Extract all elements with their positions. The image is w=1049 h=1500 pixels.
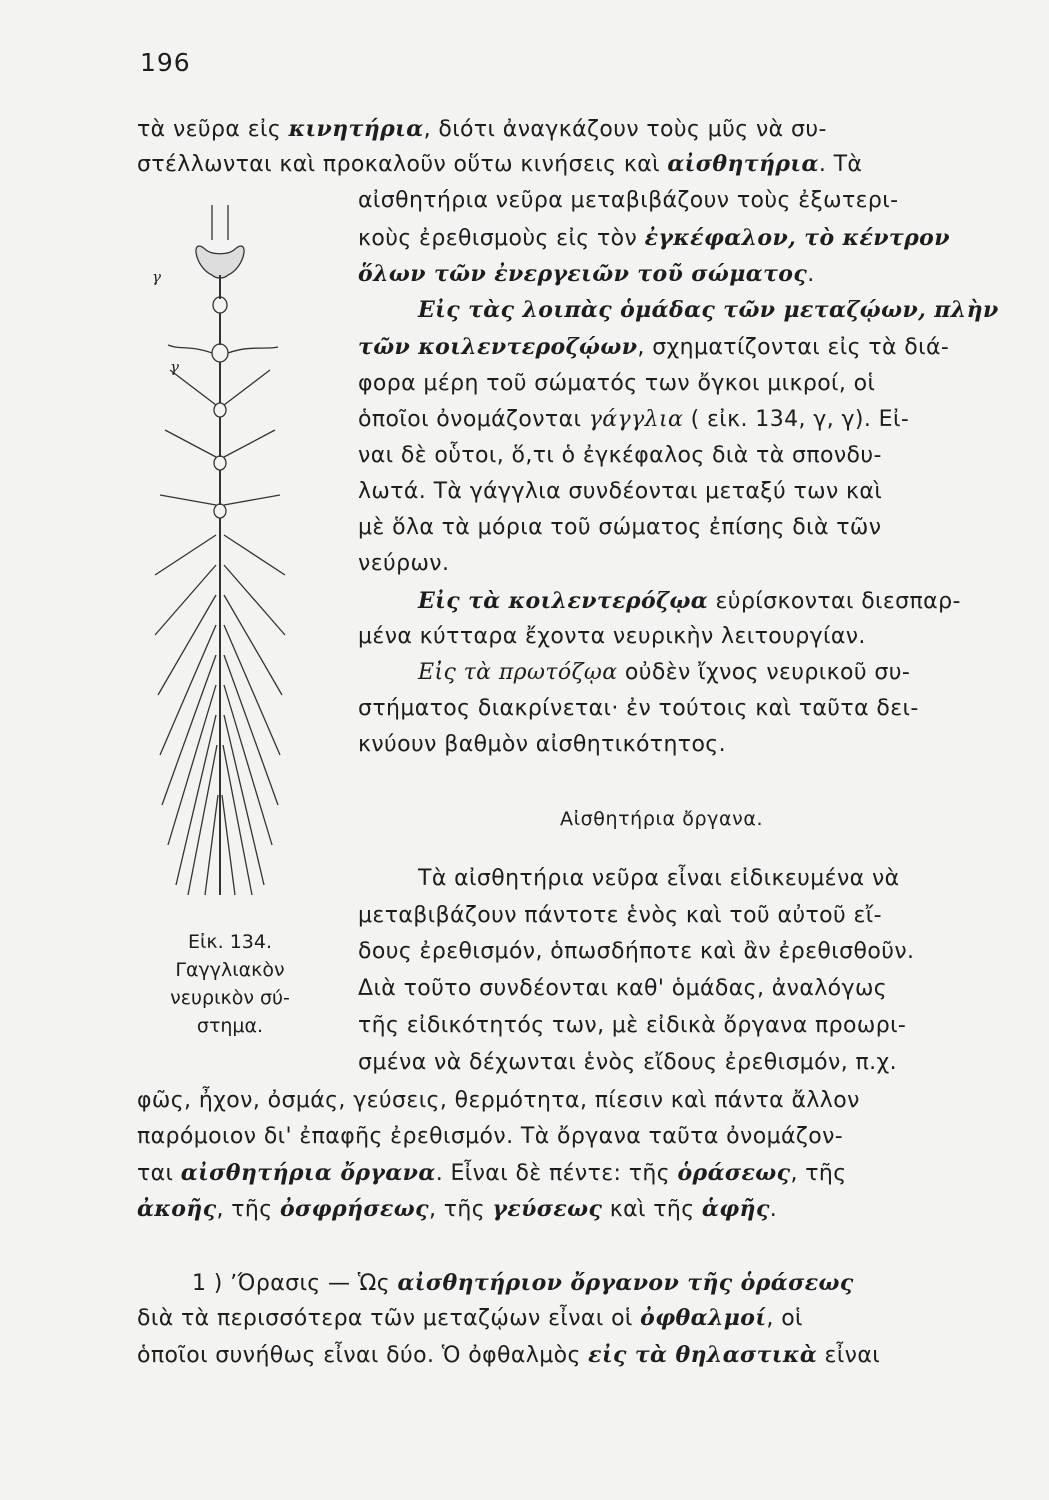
figure-caption <box>145 928 315 1040</box>
text-span: κοὺς ἐρεθισμοὺς εἰς τὸν <box>358 226 645 251</box>
caption-line: Εἰκ. 134. <box>187 931 272 953</box>
text-line-30 <box>137 1303 803 1334</box>
caption-line: στημα. <box>196 1015 264 1037</box>
text-span: διὰ τὰ περισσότερα τῶν μεταζῴων εἶναι οἱ <box>137 1306 641 1331</box>
text-line-20 <box>358 901 882 931</box>
emphasis-span: ὁράσεως <box>677 1160 791 1186</box>
text-span: μένα κύτταρα ἔχοντα νευρικὴν λειτουργίαν. <box>358 624 866 649</box>
text-span: τὰ νεῦρα εἰς <box>137 117 289 142</box>
text-span: δους ἐρεθισμόν, ὁπωσδήποτε καὶ ἂν ἐρεθισθοῦν. <box>358 939 915 964</box>
text-line-11 <box>358 477 882 507</box>
text-line-4 <box>358 223 950 254</box>
text-span: , οἱ <box>766 1306 803 1331</box>
text-span: , τῆς <box>216 1197 280 1222</box>
text-line-16 <box>418 658 910 688</box>
text-line-22 <box>358 974 887 1004</box>
text-line-1 <box>137 114 827 145</box>
text-line-6 <box>418 295 999 326</box>
emphasis-span: Εἰς τὰ κοιλεντερόζῳα <box>418 588 709 614</box>
caption-line: Γαγγλιακὸν <box>175 959 285 981</box>
figure-label-gamma-1: γ <box>152 268 161 286</box>
text-line-9 <box>358 405 909 435</box>
text-span: Τὰ αἰσθητήρια νεῦρα εἶναι εἰδικευμένα νὰ <box>418 866 900 891</box>
text-span: οὐδὲν ἴχνος νευρικοῦ συ- <box>617 660 911 685</box>
text-span: τῆς εἰδικότητός των, μὲ εἰδικὰ ὄργανα προωρι- <box>358 1013 907 1038</box>
figure-label-gamma-2: γ <box>170 358 179 376</box>
emphasis-span: ἁφῆς <box>701 1196 770 1222</box>
text-line-21 <box>358 937 914 967</box>
text-line-15 <box>358 622 866 652</box>
text-line-10 <box>358 441 882 471</box>
text-span: Διὰ τοῦτο συνδέονται καθ' ὁμάδας, ἀναλόγως <box>358 976 888 1001</box>
emphasis-span: αἰσθητήρια ὄργανα <box>180 1160 436 1186</box>
text-span: 1 ) ʼΌρασις — Ὡς <box>192 1271 398 1296</box>
section-heading: Αἰσθητήρια ὄργανα. <box>560 808 764 830</box>
page-number: 196 <box>140 48 191 77</box>
emphasis-span: ὅλων τῶν ἐνεργειῶν τοῦ σώματος <box>358 261 808 287</box>
text-line-2 <box>137 149 862 180</box>
text-span: εὑρίσκονται διεσπαρ- <box>708 589 961 614</box>
text-line-3 <box>358 186 898 216</box>
text-span: , διότι ἀναγκάζουν τοὺς μῦς νὰ συ- <box>423 117 827 142</box>
text-line-12 <box>358 513 881 543</box>
emphasis-span: ἐγκέφαλον, τὸ κέντρον <box>644 225 950 251</box>
text-span: αἰσθητήρια νεῦρα μεταβιβάζουν τοὺς ἐξωτερι- <box>358 188 899 213</box>
text-span: ὁποῖοι ὀνομάζονται <box>358 407 589 432</box>
text-span: . <box>807 262 815 287</box>
emphasis-span: αἰσθητήριον ὄργανον τῆς ὁράσεως <box>397 1270 854 1296</box>
text-span: στήματος διακρίνεται· ἐν τούτοις καὶ ταῦτα δει- <box>358 696 919 721</box>
emphasis-span: εἰς τὰ θηλαστικὰ <box>588 1342 818 1368</box>
emphasis-span: Εἰς τὰς λοιπὰς ὁμάδας τῶν μεταζῴων, πλὴν <box>418 297 999 323</box>
text-line-27 <box>137 1158 847 1189</box>
emphasis-span: ὀφθαλμοί <box>640 1305 767 1331</box>
text-span: μεταβιβάζουν πάντοτε ἑνὸς καὶ τοῦ αὐτοῦ εἴ- <box>358 903 882 928</box>
text-line-23 <box>358 1011 906 1041</box>
text-span: στέλλωνται καὶ προκαλοῦν οὕτω κινήσεις καὶ <box>137 152 668 177</box>
text-line-18 <box>358 730 726 760</box>
text-line-28 <box>137 1194 777 1225</box>
emphasis-span: γεύσεως <box>492 1196 603 1222</box>
text-span: ται <box>137 1161 181 1186</box>
text-line-8 <box>358 369 875 399</box>
text-line-31 <box>137 1340 880 1371</box>
italic-span: γάγγλια <box>588 407 684 432</box>
text-span: , τῆς <box>790 1161 847 1186</box>
text-span: καὶ τῆς <box>602 1197 702 1222</box>
text-span: λωτά. Τὰ γάγγλια συνδέονται μεταξύ των καὶ <box>358 479 883 504</box>
text-span: σμένα νὰ δέχωνται ἑνὸς εἴδους ἐρεθισμόν, π.χ. <box>358 1050 898 1075</box>
text-line-5 <box>358 259 815 290</box>
text-span: ( εἰκ. 134, γ, γ). Εἰ- <box>683 407 910 432</box>
caption-line: νευρικὸν σύ- <box>170 987 290 1009</box>
text-line-29 <box>192 1268 854 1299</box>
text-line-17 <box>358 694 919 724</box>
text-line-19 <box>418 864 900 894</box>
text-span: , σχηματίζονται εἰς τὰ διά- <box>637 335 950 360</box>
text-line-25 <box>137 1086 860 1116</box>
text-line-24 <box>358 1048 897 1078</box>
emphasis-span: τῶν κοιλεντεροζῴων <box>358 334 638 360</box>
emphasis-span: κινητήρια <box>288 116 424 142</box>
text-line-14 <box>418 586 961 617</box>
emphasis-span: αἰσθητήρια <box>667 151 819 177</box>
text-span: . <box>769 1197 778 1222</box>
italic-span: Εἰς τὰ πρωτόζῳα <box>418 660 618 685</box>
text-span: . Εἶναι δὲ πέντε: τῆς <box>435 1161 678 1186</box>
ganglion-nervous-system-figure <box>150 195 300 905</box>
text-span: φορα μέρη τοῦ σώματός των ὄγκοι μικροί, οἱ <box>358 371 876 396</box>
text-line-26 <box>137 1122 843 1152</box>
text-span: ὁποῖοι συνήθως εἶναι δύο. Ὁ ὀφθαλμὸς <box>137 1343 589 1368</box>
text-span: νεύρων. <box>358 551 450 576</box>
text-span: εἶναι <box>817 1343 881 1368</box>
emphasis-span: ὀσφρήσεως <box>279 1196 429 1222</box>
text-span: φῶς, ἦχον, ὀσμάς, γεύσεις, θερμότητα, πίεσιν καὶ πάντα ἄλλον <box>137 1088 860 1113</box>
text-span: , τῆς <box>428 1197 493 1222</box>
text-line-7 <box>358 332 949 363</box>
text-span: μὲ ὅλα τὰ μόρια τοῦ σώματος ἐπίσης διὰ τῶν <box>358 515 882 540</box>
text-span: ναι δὲ οὗτοι, ὅ,τι ὁ ἐγκέφαλος διὰ τὰ σπονδυ- <box>358 443 882 468</box>
text-span: παρόμοιον δι' ἐπαφῆς ἐρεθισμόν. Τὰ ὄργανα ταῦτα ὀνομάζον- <box>137 1124 844 1149</box>
emphasis-span: ἀκοῆς <box>137 1196 217 1222</box>
text-span: . Τὰ <box>818 152 863 177</box>
text-span: κνύουν βαθμὸν αἰσθητικότητος. <box>358 732 727 757</box>
text-line-13 <box>358 549 449 579</box>
